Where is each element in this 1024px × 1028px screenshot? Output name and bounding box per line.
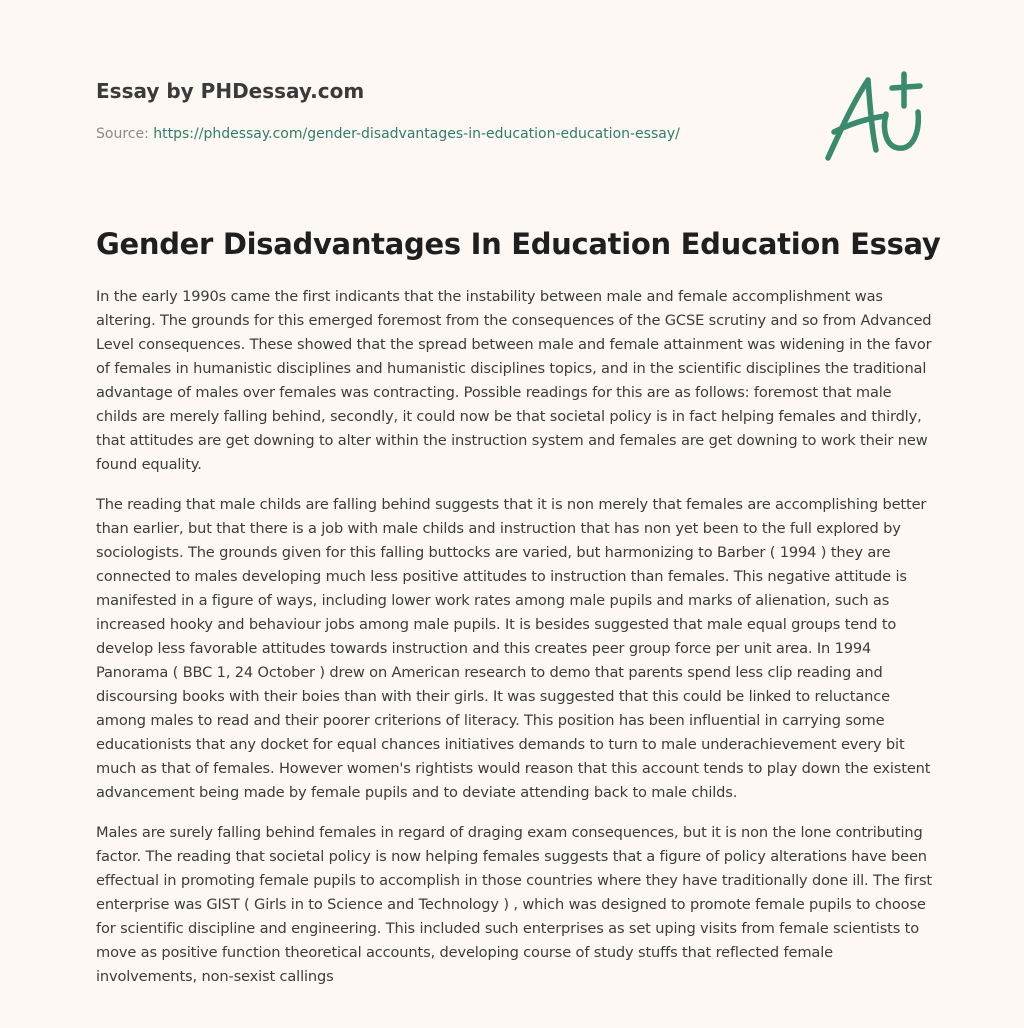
essay-title: Gender Disadvantages In Education Education Essay [96,227,941,261]
a-plus-logo-icon [820,66,930,166]
essay-body [96,285,934,1005]
source-line [96,124,680,144]
source-label: Source: [96,126,149,142]
site-title: Essay by PHDessay.com [96,79,365,103]
source-link[interactable]: https://phdessay.com/gender-disadvantages-in-education-education-essay/ [153,126,680,142]
essay-paragraph: In the early 1990s came the first indicants that the instability between male and female accomplishment was altering. The grounds for this emerged foremost from the consequences of the GCSE scrutiny and so from Advanced Level consequences. These showed that the spread between male and female attainment was widening in the favor of females in humanistic disciplines and humanistic disciplines topics, and in the scientific disciplines the traditional advantage of males over females was contracting. Possible readings for this are as follows: foremost that male childs are merely falling behind, secondly, it could now be that societal policy is in fact helping females and thirdly, that attitudes are get downing to alter within the instruction system and females are get downing to work their new found equality. [96,288,932,473]
essay-paragraph: The reading that male childs are falling behind suggests that it is non merely that females are accomplishing better than earlier, but that there is a job with male childs and instruction that has non yet been to the full explored by sociologists. The grounds given for this falling buttocks are varied, but harmonizing to Barber ( 1994 ) they are connected to males developing much less positive attitudes to instruction than females. This negative attitude is manifested in a figure of ways, including lower work rates among male pupils and marks of alienation, such as increased hooky and behaviour jobs among male pupils. It is besides suggested that male equal groups tend to develop less favorable attitudes towards instruction and this creates peer group force per unit area. In 1994 Panorama ( BBC 1, 24 October ) drew on American research to demo that parents spend less clip reading and discoursing books with their boies than with their girls. It was suggested that this could be linked to reluctance among males to read and their poorer criterions of literacy. This position has been influential in carrying some educationists that any docket for equal chances initiatives demands to turn to male underachievement every bit much as that of females. However women's rightists would reason that this account tends to play down the existent advancement being made by female pupils and to deviate attending back to male childs. [96,496,931,801]
essay-paragraph: Males are surely falling behind females in regard of draging exam consequences, but it is non the lone contributing factor. The reading that societal policy is now helping females suggests that a figure of policy alterations have been effectual in promoting female pupils to accomplish in those countries where they have traditionally done ill. The first enterprise was GIST ( Girls in to Science and Technology ) , which was designed to promote female pupils to choose for scientific discipline and engineering. This included such enterprises as set uping visits from female scientists to move as positive function theoretical accounts, developing course of study stuffs that reflected female involvements, non-sexist callings [96,824,932,985]
